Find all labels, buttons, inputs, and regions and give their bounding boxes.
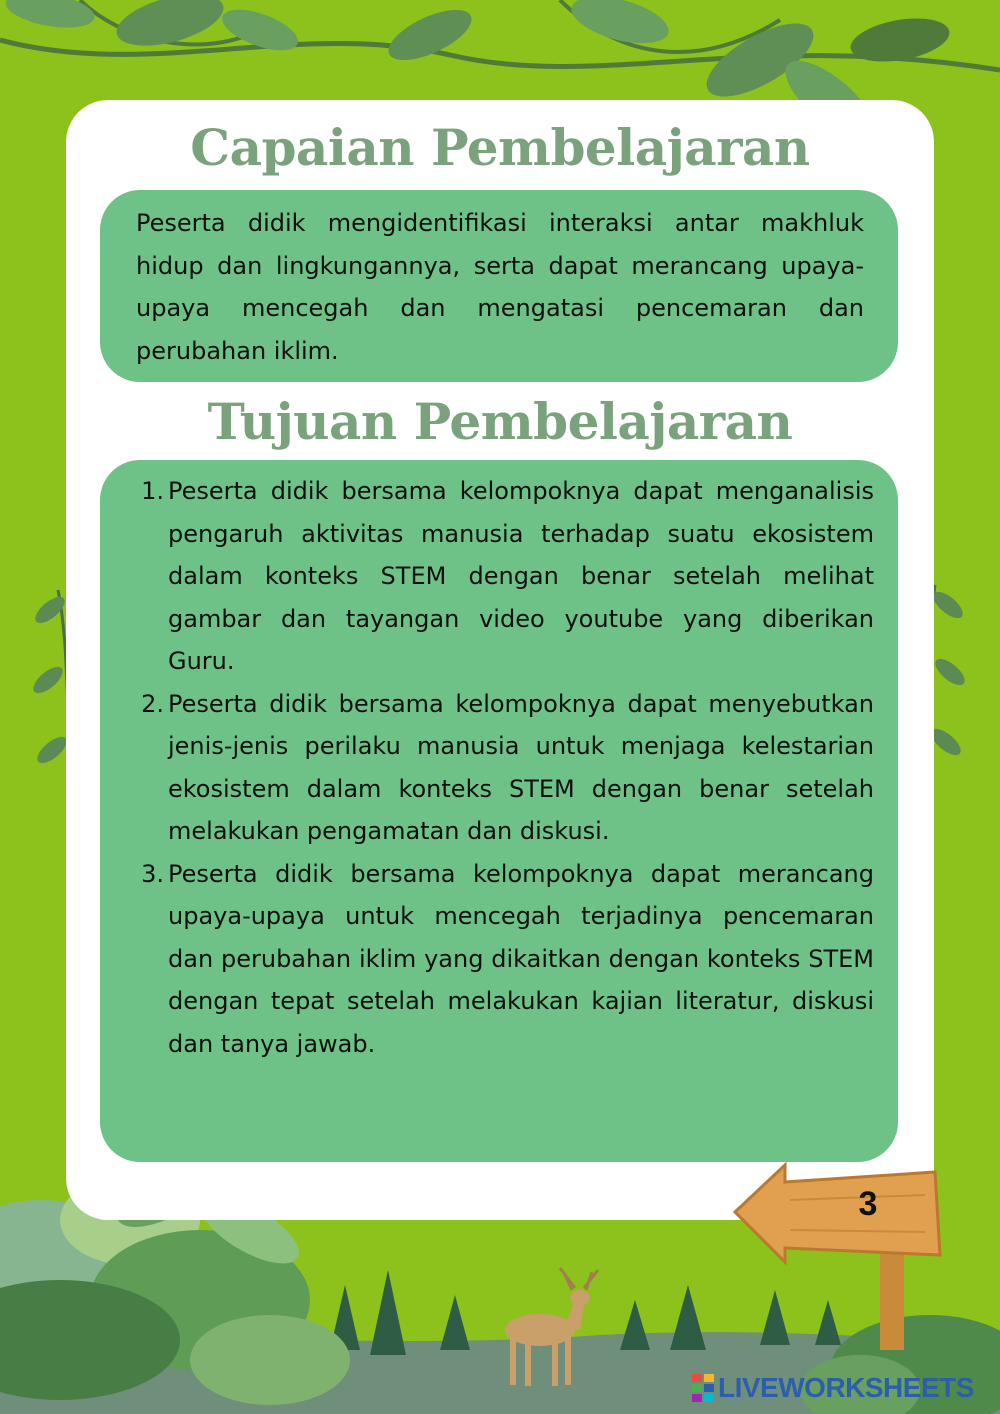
watermark — [692, 1370, 974, 1406]
list-item — [136, 683, 874, 853]
list-item-text: Peserta didik bersama kelompoknya dapat merancang upaya-upaya untuk mencegah terjadinya pencemaran dan perubahan iklim yang dikaitkan dengan konteks STEM dengan tepat setelah melakukan kajian literatur, diskusi dan tanya jawab. — [168, 859, 874, 1058]
list-item-number: 3. — [141, 859, 164, 888]
watermark-text: LIVEWORKSHEETS — [718, 1372, 974, 1403]
page-number: 3 — [858, 1185, 878, 1223]
capaian-box — [100, 190, 898, 382]
list-item-number: 1. — [141, 477, 164, 505]
liveworksheets-logo-icon — [692, 1374, 714, 1402]
tujuan-title: Tujuan Pembelajaran — [207, 392, 793, 451]
list-item-number: 2. — [141, 689, 164, 718]
list-item — [136, 470, 874, 683]
capaian-title: Capaian Pembelajaran — [190, 118, 810, 177]
capaian-text: Peserta didik mengidentifikasi interaksi antar makhluk hidup dan lingkungannya, serta dapat merancang upaya-upaya mencegah dan mengatasi pencemaran dan perubahan iklim. — [136, 209, 864, 365]
tujuan-list — [136, 470, 874, 1065]
wooden-signpost-icon — [730, 1160, 945, 1350]
list-item — [136, 853, 874, 1066]
tujuan-box — [100, 460, 898, 1162]
list-item-text: Peserta didik bersama kelompoknya dapat menganalisis pengaruh aktivitas manusia terhadap suatu ekosistem dalam konteks STEM dengan benar setelah melihat gambar dan tayangan video youtube yang diberikan Guru. — [168, 477, 874, 675]
list-item-text: Peserta didik bersama kelompoknya dapat menyebutkan jenis-jenis perilaku manusia untuk menjaga kelestarian ekosistem dalam konteks STEM dengan benar setelah melakukan pengamatan dan diskusi. — [168, 689, 874, 845]
